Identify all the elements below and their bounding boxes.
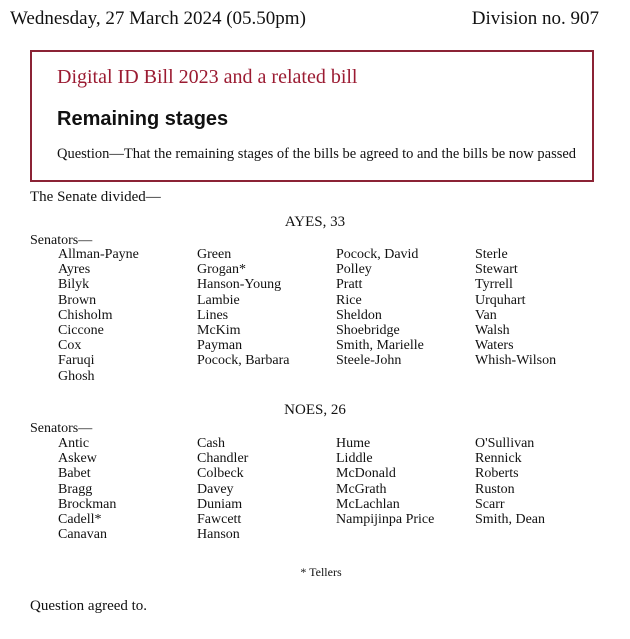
senator-name: Colbeck <box>197 466 244 482</box>
noes-column-1 <box>58 436 116 542</box>
senator-name: O'Sullivan <box>475 436 535 451</box>
division-date: Wednesday, 27 March 2024 (05.50pm) <box>10 8 306 29</box>
senator-name: Brown <box>58 292 97 308</box>
senator-name: Polley <box>336 262 372 278</box>
senator-name: Pratt <box>336 277 363 293</box>
senator-name: Pocock, David <box>336 247 419 262</box>
senator-name: Green <box>197 247 232 262</box>
senator-name: McLachlan <box>336 496 400 512</box>
senator-name: Chandler <box>197 451 249 467</box>
senator-name: Sheldon <box>336 307 382 323</box>
senator-name: Fawcett <box>197 512 242 528</box>
senator-name: Chisholm <box>58 307 113 323</box>
ayes-heading: AYES, 33 <box>284 214 346 230</box>
noes-heading: NOES, 26 <box>284 402 346 418</box>
bill-box <box>30 50 594 182</box>
senator-name: Shoebridge <box>336 323 400 339</box>
senator-name: McDonald <box>336 466 396 482</box>
senator-name: Canavan <box>58 527 107 543</box>
division-result: Question agreed to. <box>30 598 148 614</box>
senator-name: Allman-Payne <box>58 247 139 262</box>
senator-name: Ayres <box>58 262 91 278</box>
senator-name: Rennick <box>475 451 522 467</box>
senator-name: Liddle <box>336 451 373 467</box>
senator-name: Steele-John <box>336 353 402 369</box>
senator-name: Babet <box>58 466 91 482</box>
senator-name: Urquhart <box>475 292 526 308</box>
senator-name: Hanson <box>197 527 240 543</box>
senator-name: Faruqi <box>58 353 95 369</box>
senator-name: Scarr <box>475 496 505 512</box>
ayes-senators-label: Senators— <box>30 233 93 248</box>
senator-name: Duniam <box>197 496 243 512</box>
bill-stage: Remaining stages <box>57 108 229 130</box>
tellers-note: * Tellers <box>300 565 342 579</box>
senator-name: Bragg <box>58 481 93 497</box>
senator-name: Nampijinpa Price <box>336 512 435 528</box>
ayes-column-2 <box>197 247 290 369</box>
bill-title: Digital ID Bill 2023 and a related bill <box>57 66 358 88</box>
senator-name: Lambie <box>197 292 240 308</box>
senator-name: Rice <box>336 292 362 308</box>
senator-name: Stewart <box>475 262 518 278</box>
senate-divided-text: The Senate divided— <box>30 189 161 205</box>
senator-name: Hanson-Young <box>197 277 282 293</box>
senator-name: Payman <box>197 338 243 354</box>
senator-name: McKim <box>197 323 241 339</box>
senator-name: Grogan* <box>197 262 246 278</box>
senator-name: Antic <box>58 436 90 451</box>
senator-name: Tyrrell <box>475 277 513 293</box>
senator-name: Bilyk <box>58 277 90 293</box>
noes-column-3 <box>336 436 434 527</box>
division-number: Division no. 907 <box>471 8 599 29</box>
noes-column-4 <box>475 436 545 527</box>
senator-name: Ruston <box>475 481 515 497</box>
senator-name: Roberts <box>475 466 519 482</box>
senator-name: Lines <box>197 307 229 323</box>
senator-name: Hume <box>336 436 371 451</box>
header <box>10 8 599 32</box>
ayes-column-1 <box>58 247 139 384</box>
senator-name: Cash <box>197 436 225 451</box>
senator-name: Smith, Dean <box>475 512 545 528</box>
senator-name: Brockman <box>58 496 117 512</box>
noes-senators-label: Senators— <box>30 421 93 436</box>
senator-name: McGrath <box>336 481 387 497</box>
senator-name: Ghosh <box>58 368 95 384</box>
senator-name: Pocock, Barbara <box>197 353 290 369</box>
senator-name: Askew <box>58 451 97 467</box>
senator-name: Van <box>475 307 497 323</box>
senator-name: Smith, Marielle <box>336 338 424 354</box>
senator-name: Sterle <box>475 247 508 262</box>
senator-name: Whish-Wilson <box>475 353 557 369</box>
senator-name: Cadell* <box>58 512 102 528</box>
senator-name: Cox <box>58 338 82 354</box>
noes-column-2 <box>197 436 248 542</box>
senator-name: Walsh <box>475 323 510 339</box>
senator-name: Davey <box>197 481 234 497</box>
senator-name: Ciccone <box>58 323 104 339</box>
senator-name: Waters <box>475 338 514 354</box>
bill-question: Question—That the remaining stages of the bills be agreed to and the bills be now passed <box>57 146 577 162</box>
ayes-column-3 <box>336 247 424 369</box>
ayes-column-4 <box>475 247 556 369</box>
